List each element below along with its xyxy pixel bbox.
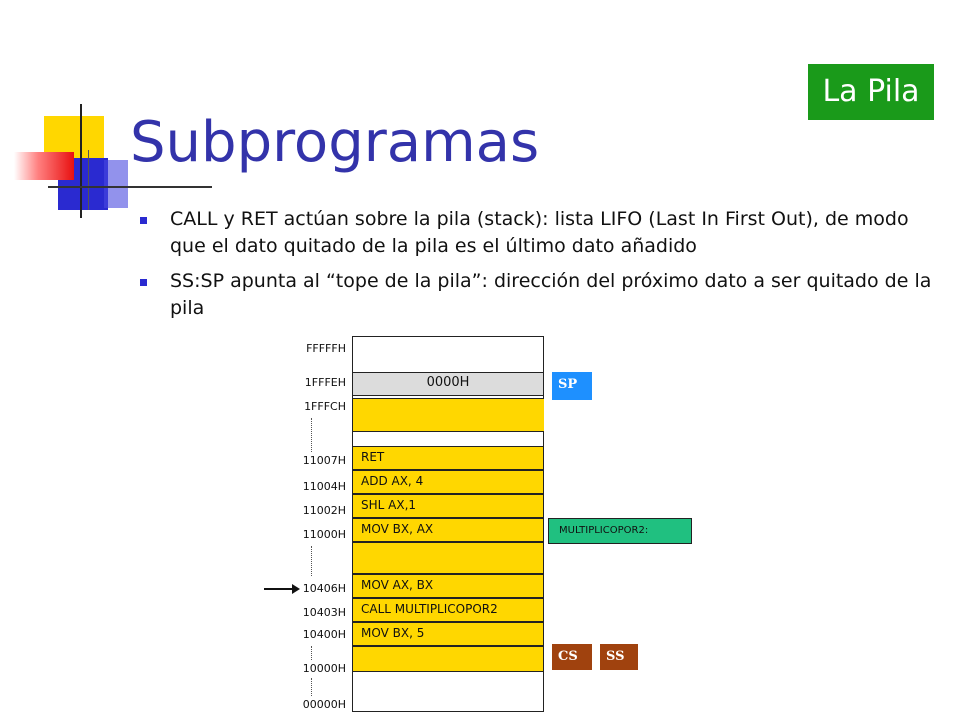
- sp-tag: SP: [552, 372, 592, 400]
- address-ellipsis: [311, 678, 312, 696]
- address-label: 10000H: [302, 662, 346, 675]
- cs-tag: CS: [552, 644, 592, 670]
- memory-gap-cell: [352, 542, 544, 574]
- address-label: 10406H: [302, 582, 346, 595]
- memory-cell: SHL AX,1: [352, 494, 544, 518]
- memory-cell: MOV AX, BX: [352, 574, 544, 598]
- address-label: 10400H: [302, 628, 346, 641]
- bullet-square-icon: [140, 217, 147, 224]
- address-label: 11002H: [302, 504, 346, 517]
- address-label: 11004H: [302, 480, 346, 493]
- logo-vertical-line-2: [88, 150, 89, 210]
- ss-tag: SS: [600, 644, 638, 670]
- stack-top-cell: 0000H: [352, 372, 544, 396]
- memory-gap-cell: [352, 646, 544, 672]
- routine-label-tag: MULTIPLICOPOR2:: [548, 518, 692, 544]
- address-label: 00000H: [302, 698, 346, 711]
- bullet-square-icon: [140, 279, 147, 286]
- stack-empty-cell: [352, 398, 544, 432]
- bullet-item: [140, 206, 940, 260]
- logo-blue-shadow: [104, 160, 128, 208]
- logo-red-bar: [14, 152, 74, 180]
- address-label: 11007H: [302, 454, 346, 467]
- bullet-text: SS:SP apunta al “tope de la pila”: dirección del próximo dato a ser quitado de la pila: [170, 270, 932, 319]
- address-label: 10403H: [302, 606, 346, 619]
- arrow-head-icon: [292, 584, 300, 594]
- address-label: 1FFFCH: [304, 400, 346, 413]
- bullet-item: [140, 268, 940, 322]
- memory-cell: RET: [352, 446, 544, 470]
- memory-cell: ADD AX, 4: [352, 470, 544, 494]
- address-ellipsis: [311, 646, 312, 660]
- memory-cell: CALL MULTIPLICOPOR2: [352, 598, 544, 622]
- bullet-list: [140, 206, 940, 330]
- address-ellipsis: [311, 546, 312, 576]
- memory-cell: MOV BX, 5: [352, 622, 544, 646]
- address-label: FFFFFH: [306, 342, 346, 355]
- address-ellipsis: [311, 418, 312, 452]
- address-label: 11000H: [302, 528, 346, 541]
- slide-title: Subprogramas: [130, 110, 540, 175]
- bullet-text: CALL y RET actúan sobre la pila (stack): lista LIFO (Last In First Out), de modo que el dato quitado de la pila es el último dato añadido: [170, 208, 909, 257]
- address-label: 1FFFEH: [304, 376, 346, 389]
- logo-horizontal-line: [48, 186, 212, 188]
- logo-vertical-line: [80, 104, 82, 218]
- section-badge: La Pila: [808, 64, 934, 120]
- memory-cell: MOV BX, AX: [352, 518, 544, 542]
